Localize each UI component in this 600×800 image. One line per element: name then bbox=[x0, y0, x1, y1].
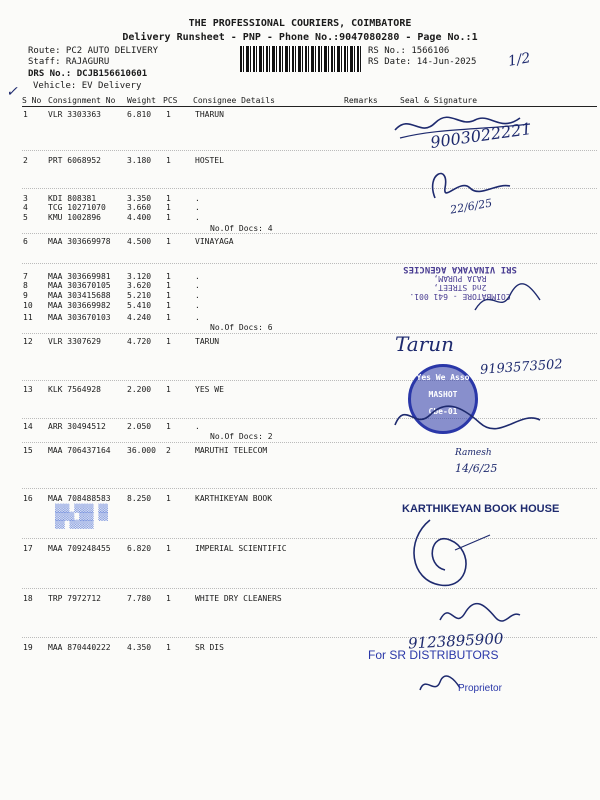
row-consignment-number: KLK 7564928 bbox=[48, 385, 101, 394]
row-consignment-number: MAA 870440222 bbox=[48, 643, 111, 652]
route-label: Route: PC2 AUTO DELIVERY bbox=[28, 46, 159, 56]
row-weight: 3.660 bbox=[127, 203, 152, 212]
row-sno: 3 bbox=[23, 194, 28, 203]
row-pcs: 1 bbox=[166, 237, 171, 246]
col-pcs: PCS bbox=[163, 96, 178, 105]
handwritten-date: 14/6/25 bbox=[455, 462, 498, 475]
row-consignment-number: VLR 3303363 bbox=[48, 110, 101, 119]
col-consignee: Consignee Details bbox=[193, 96, 275, 105]
row-separator bbox=[22, 637, 597, 638]
row-consignee: VINAYAGA bbox=[195, 237, 234, 246]
row-sno: 6 bbox=[23, 237, 28, 246]
row-sno: 2 bbox=[23, 156, 28, 165]
handwritten-phone: 9193573502 bbox=[479, 357, 564, 378]
row-consignee: . bbox=[195, 291, 200, 300]
row-consignment-number: ARR 30494512 bbox=[48, 422, 106, 431]
row-weight: 8.250 bbox=[127, 494, 152, 503]
handwritten-phone: 9123895900 bbox=[407, 629, 504, 653]
docs-count-note: No.Of Docs: 2 bbox=[210, 432, 273, 441]
row-sno: 15 bbox=[23, 446, 33, 455]
row-sno: 10 bbox=[23, 301, 33, 310]
row-pcs: 1 bbox=[166, 110, 171, 119]
row-separator bbox=[22, 333, 597, 334]
runsheet-subtitle: Delivery Runsheet - PNP - Phone No.:9047080280 - Page No.:1 bbox=[122, 32, 478, 43]
row-consignee: . bbox=[195, 203, 200, 212]
row-weight: 2.200 bbox=[127, 385, 152, 394]
row-consignee: WHITE DRY CLEANERS bbox=[195, 594, 282, 603]
row-consignment-number: MAA 303670103 bbox=[48, 313, 111, 322]
row-consignment-number: TRP 7972712 bbox=[48, 594, 101, 603]
row-separator bbox=[22, 588, 597, 589]
row-separator bbox=[22, 488, 597, 489]
row-consignment-number: MAA 303669981 bbox=[48, 272, 111, 281]
row-separator bbox=[22, 380, 597, 381]
row-weight: 4.400 bbox=[127, 213, 152, 222]
row-weight: 3.620 bbox=[127, 281, 152, 290]
row-consignee: THARUN bbox=[195, 110, 224, 119]
row-sno: 17 bbox=[23, 544, 33, 553]
row-consignment-number: PRT 6068952 bbox=[48, 156, 101, 165]
row-sno: 11 bbox=[23, 313, 33, 322]
row-separator bbox=[22, 538, 597, 539]
row-consignee: HOSTEL bbox=[195, 156, 224, 165]
row-consignment-number: KMU 1002896 bbox=[48, 213, 101, 222]
sr-distributors-stamp: For SR DISTRIBUTORS bbox=[368, 648, 499, 662]
karthikeyan-stamp: KARTHIKEYAN BOOK HOUSE bbox=[402, 503, 560, 515]
handwritten-date: 22/6/25 bbox=[449, 196, 494, 217]
row-consignee: . bbox=[195, 213, 200, 222]
row-sno: 18 bbox=[23, 594, 33, 603]
col-weight: Weight bbox=[127, 96, 156, 105]
row-sno: 13 bbox=[23, 385, 33, 394]
row-pcs: 1 bbox=[166, 594, 171, 603]
row-consignment-number: VLR 3307629 bbox=[48, 337, 101, 346]
handwritten-phone: 9003022221 bbox=[429, 119, 533, 152]
row-sno: 14 bbox=[23, 422, 33, 431]
row-pcs: 1 bbox=[166, 337, 171, 346]
faded-address-stamp: ▒▒▒ ▒▒▒▒ ▒▒ ▒▒▒▒ ▒▒▒ ▒▒ ▒▒ ▒▒▒▒▒ bbox=[55, 504, 108, 529]
row-pcs: 1 bbox=[166, 203, 171, 212]
row-sno: 16 bbox=[23, 494, 33, 503]
row-weight: 3.120 bbox=[127, 272, 152, 281]
row-sno: 7 bbox=[23, 272, 28, 281]
row-sno: 1 bbox=[23, 110, 28, 119]
row-pcs: 1 bbox=[166, 156, 171, 165]
row-sno: 12 bbox=[23, 337, 33, 346]
row-pcs: 1 bbox=[166, 291, 171, 300]
vehicle-label: Vehicle: EV Delivery bbox=[33, 81, 142, 91]
vinayaka-stamp: COIMBATORE - 641 001. 2nd STREET, RAJA PURAM, SRI VINAYAKA AGENCIES bbox=[403, 264, 517, 301]
row-consignment-number: MAA 709248455 bbox=[48, 544, 111, 553]
row-weight: 36.000 bbox=[127, 446, 156, 455]
row-sno: 8 bbox=[23, 281, 28, 290]
row-separator bbox=[22, 233, 597, 234]
handwritten-name: Ramesh bbox=[455, 448, 492, 458]
row-consignment-number: MAA 303415688 bbox=[48, 291, 111, 300]
row-separator bbox=[22, 442, 597, 443]
row-consignment-number: TCG 10271070 bbox=[48, 203, 106, 212]
row-weight: 4.350 bbox=[127, 643, 152, 652]
barcode bbox=[240, 46, 362, 72]
signature-row17 bbox=[400, 510, 500, 600]
col-consignment: Consignment No bbox=[48, 96, 116, 105]
row-consignee: YES WE bbox=[195, 385, 224, 394]
handwritten-name-tarun: Tarun bbox=[395, 332, 455, 356]
row-weight: 5.410 bbox=[127, 301, 152, 310]
company-title: THE PROFESSIONAL COURIERS, COIMBATORE bbox=[188, 18, 412, 29]
header-divider bbox=[22, 106, 597, 107]
row-consignee: MARUTHI TELECOM bbox=[195, 446, 268, 455]
col-remarks: Remarks bbox=[344, 96, 378, 105]
row-pcs: 1 bbox=[166, 272, 171, 281]
row-consignment-number: MAA 708488583 bbox=[48, 494, 111, 503]
row-pcs: 1 bbox=[166, 313, 171, 322]
row-consignment-number: MAA 303669982 bbox=[48, 301, 111, 310]
row-weight: 4.720 bbox=[127, 337, 152, 346]
docs-count-note: No.Of Docs: 6 bbox=[210, 323, 273, 332]
row-pcs: 1 bbox=[166, 494, 171, 503]
col-sno: S No bbox=[22, 96, 42, 105]
row-pcs: 1 bbox=[166, 213, 171, 222]
rs-number: RS No.: 1566106 bbox=[368, 46, 450, 56]
row-sno: 9 bbox=[23, 291, 28, 300]
rs-date: RS Date: 14-Jun-2025 bbox=[368, 57, 477, 67]
page-note-handwritten: 1/2 bbox=[506, 50, 532, 70]
row-consignee: SR DIS bbox=[195, 643, 224, 652]
row-consignee: . bbox=[195, 272, 200, 281]
staff-label: Staff: RAJAGURU bbox=[28, 57, 110, 67]
row-sno: 19 bbox=[23, 643, 33, 652]
row-weight: 4.240 bbox=[127, 313, 152, 322]
row-pcs: 1 bbox=[166, 301, 171, 310]
row-consignee: KARTHIKEYAN BOOK bbox=[195, 494, 273, 503]
row-pcs: 1 bbox=[166, 194, 171, 203]
row-consignee: IMPERIAL SCIENTIFIC bbox=[195, 544, 287, 553]
row-consignment-number: KDI 808381 bbox=[48, 194, 97, 203]
row-pcs: 1 bbox=[166, 385, 171, 394]
row-consignee: . bbox=[195, 301, 200, 310]
row-weight: 7.780 bbox=[127, 594, 152, 603]
row-consignment-number: MAA 303670105 bbox=[48, 281, 111, 290]
row-weight: 2.050 bbox=[127, 422, 152, 431]
margin-check-mark: ✓ bbox=[6, 84, 18, 100]
row-sno: 4 bbox=[23, 203, 28, 212]
proprietor-label: Proprietor bbox=[458, 683, 502, 694]
row-weight: 4.500 bbox=[127, 237, 152, 246]
row-sno: 5 bbox=[23, 213, 28, 222]
signature-row18 bbox=[435, 595, 525, 635]
row-consignee: TARUN bbox=[195, 337, 220, 346]
row-pcs: 1 bbox=[166, 643, 171, 652]
signature-row6 bbox=[470, 275, 550, 325]
row-pcs: 2 bbox=[166, 446, 171, 455]
row-weight: 6.810 bbox=[127, 110, 152, 119]
row-consignee: . bbox=[195, 194, 200, 203]
row-consignee: . bbox=[195, 313, 200, 322]
row-pcs: 1 bbox=[166, 281, 171, 290]
row-consignment-number: MAA 303669978 bbox=[48, 237, 111, 246]
row-consignee: . bbox=[195, 281, 200, 290]
row-weight: 6.820 bbox=[127, 544, 152, 553]
col-seal: Seal & Signature bbox=[400, 96, 478, 105]
drs-number: DRS No.: DCJB156610601 bbox=[28, 69, 148, 79]
row-pcs: 1 bbox=[166, 422, 171, 431]
yeswe-round-stamp: Yes We Asso MASHOT Cbe-01 bbox=[408, 364, 478, 434]
row-consignee: . bbox=[195, 422, 200, 431]
row-consignment-number: MAA 706437164 bbox=[48, 446, 111, 455]
row-weight: 5.210 bbox=[127, 291, 152, 300]
docs-count-note: No.Of Docs: 4 bbox=[210, 224, 273, 233]
row-weight: 3.180 bbox=[127, 156, 152, 165]
row-weight: 3.350 bbox=[127, 194, 152, 203]
signature-row13 bbox=[390, 395, 570, 440]
row-pcs: 1 bbox=[166, 544, 171, 553]
